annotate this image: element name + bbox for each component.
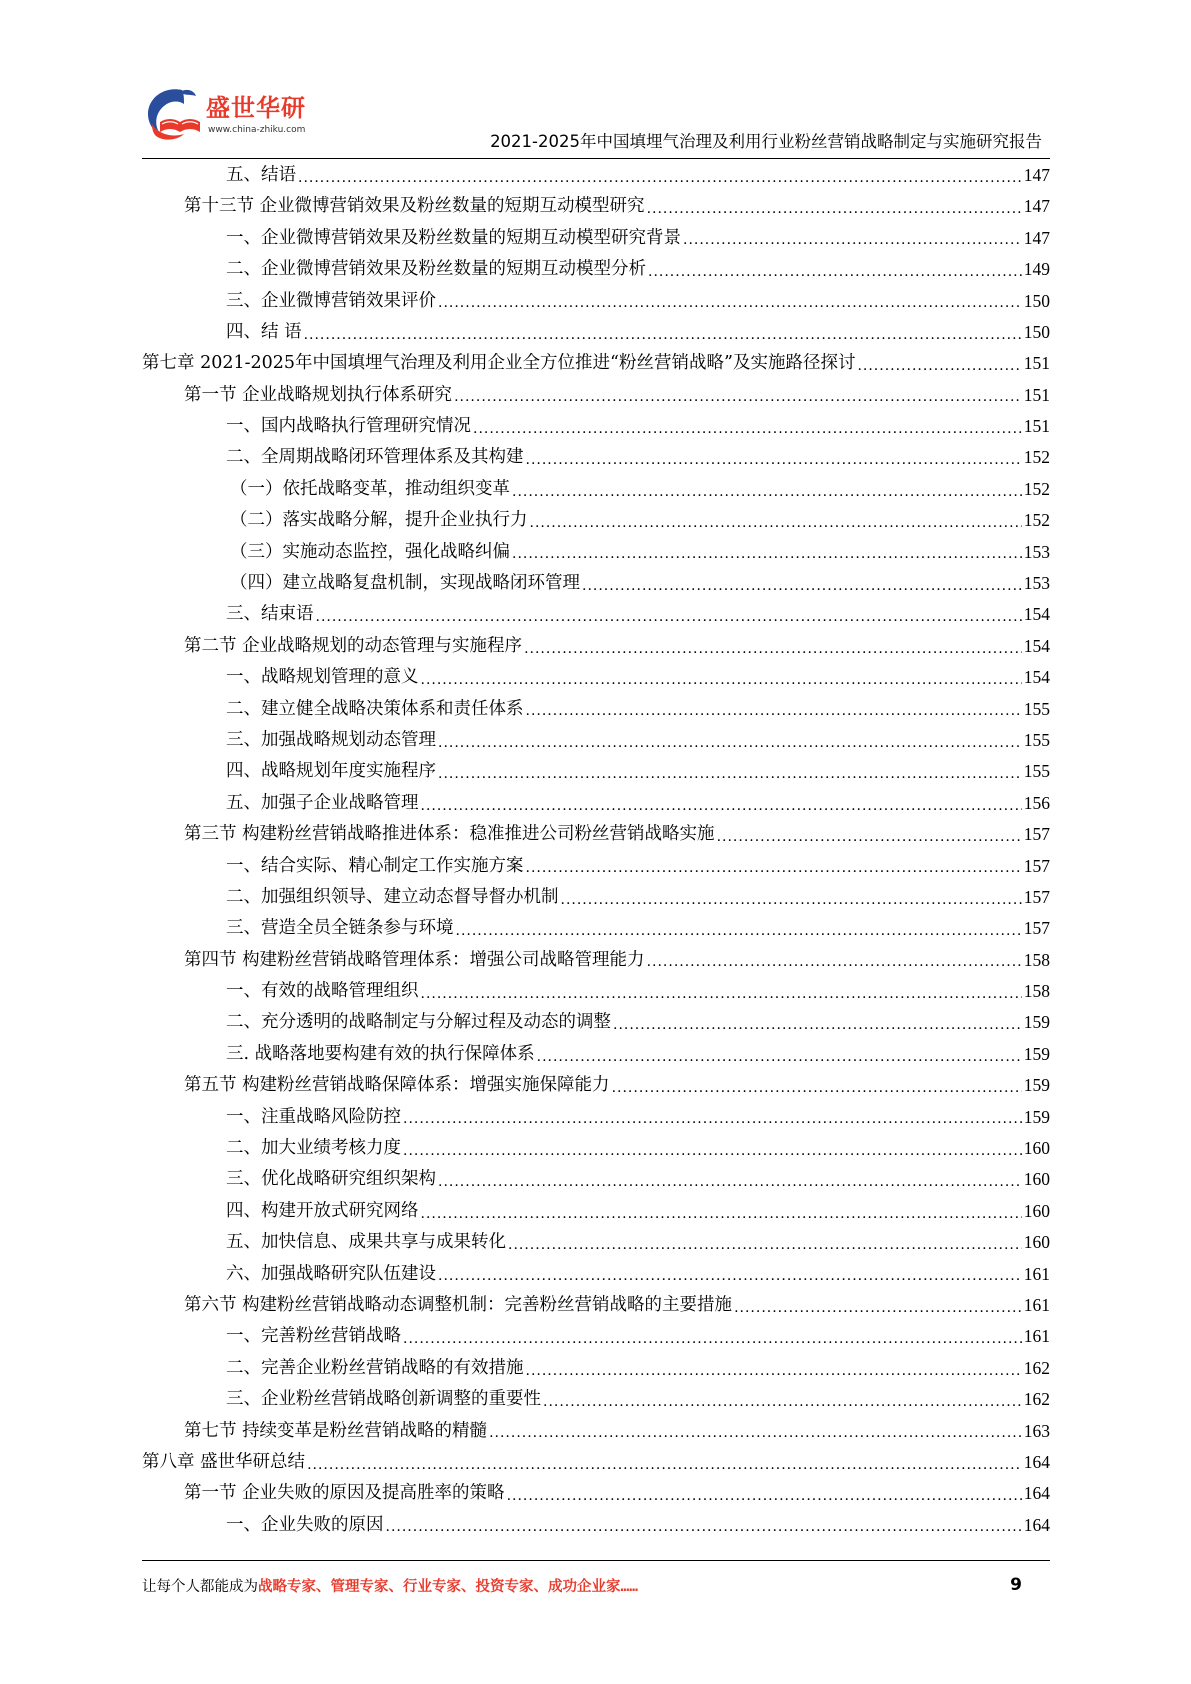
toc-dot-leader <box>421 673 1022 687</box>
toc-entry[interactable] <box>142 725 1050 756</box>
toc-entry-page: 153 <box>1023 573 1050 594</box>
toc-entry-page: 151 <box>1023 384 1050 405</box>
toc-entry-page: 161 <box>1023 1326 1050 1347</box>
toc-entry-title: 四、结 语 <box>226 321 302 342</box>
toc-dot-leader <box>403 1112 1022 1126</box>
toc-dot-leader <box>561 893 1022 907</box>
footer-divider <box>142 1560 1050 1561</box>
page-header <box>142 80 1050 162</box>
toc-entry-page: 147 <box>1023 227 1050 248</box>
toc-entry[interactable] <box>142 1259 1050 1290</box>
toc-entry-title: 二、全周期战略闭环管理体系及其构建 <box>226 447 524 468</box>
toc-entry[interactable] <box>142 1353 1050 1384</box>
toc-entry[interactable] <box>142 662 1050 693</box>
toc-dot-leader <box>438 736 1022 750</box>
toc-dot-leader <box>403 1332 1022 1346</box>
header-divider <box>142 158 1050 159</box>
toc-entry[interactable] <box>142 191 1050 222</box>
toc-entry-page: 147 <box>1023 164 1050 185</box>
toc-entry-page: 157 <box>1023 918 1050 939</box>
toc-entry[interactable] <box>142 1478 1050 1509</box>
toc-dot-leader <box>530 516 1022 530</box>
toc-entry[interactable] <box>142 1447 1050 1478</box>
toc-dot-leader <box>421 799 1022 813</box>
toc-entry[interactable] <box>142 1039 1050 1070</box>
toc-entry[interactable] <box>142 286 1050 317</box>
toc-entry[interactable] <box>142 599 1050 630</box>
toc-entry-title: 一、企业失败的原因 <box>226 1514 384 1535</box>
toc-entry-title: 第一节 企业战略规划执行体系研究 <box>184 384 453 405</box>
toc-entry-page: 164 <box>1023 1514 1050 1535</box>
toc-entry-title: 第七节 持续变革是粉丝营销战略的精髓 <box>184 1420 488 1441</box>
toc-entry[interactable] <box>142 505 1050 536</box>
toc-entry-title: 三、营造全员全链条参与环境 <box>226 918 454 939</box>
toc-dot-leader <box>307 1458 1022 1472</box>
toc-entry-title: 第四节 构建粉丝营销战略管理体系：增强公司战略管理能力 <box>184 949 645 970</box>
toc-entry-page: 149 <box>1023 259 1050 280</box>
toc-entry[interactable] <box>142 819 1050 850</box>
company-logo <box>142 84 312 148</box>
toc-entry[interactable] <box>142 851 1050 882</box>
toc-entry-title: 第六节 构建粉丝营销战略动态调整机制：完善粉丝营销战略的主要措施 <box>184 1295 733 1315</box>
toc-dot-leader <box>526 453 1022 467</box>
toc-entry-title: 五、结语 <box>226 164 296 185</box>
toc-entry-title: 三、企业粉丝营销战略创新调整的重要性 <box>226 1389 541 1410</box>
toc-dot-leader <box>647 202 1022 216</box>
footer-slogan-highlight: 战略专家、管理专家、行业专家、投资专家、成功企业家…… <box>258 1579 638 1595</box>
toc-dot-leader <box>543 1395 1022 1409</box>
toc-dot-leader <box>489 1426 1022 1440</box>
toc-entry-title: 第一节 企业失败的原因及提高胜率的策略 <box>184 1483 505 1504</box>
toc-dot-leader <box>648 265 1022 279</box>
toc-entry-page: 159 <box>1023 1043 1050 1064</box>
toc-dot-leader <box>512 485 1022 499</box>
toc-entry-page: 153 <box>1023 541 1050 562</box>
toc-entry-page: 161 <box>1023 1295 1050 1315</box>
toc-dot-leader <box>438 1175 1022 1189</box>
toc-dot-leader <box>537 1050 1022 1064</box>
toc-entry[interactable] <box>142 1290 1050 1321</box>
toc-dot-leader <box>421 987 1022 1001</box>
toc-entry[interactable] <box>142 1196 1050 1227</box>
toc-entry-title: 二、充分透明的战略制定与分解过程及动态的调整 <box>226 1012 611 1033</box>
toc-entry-title: 第七章 2021-2025年中国填埋气治理及利用企业全方位推进“粉丝营销战略”及实施路径探讨 <box>142 353 856 374</box>
footer-slogan-prefix: 让每个人都能成为 <box>142 1579 258 1595</box>
toc-entry-title: 一、注重战略风险防控 <box>226 1106 401 1127</box>
toc-entry-title: （一）依托战略变革，推动组织变革 <box>230 478 510 499</box>
toc-entry-page: 154 <box>1023 635 1050 656</box>
toc-entry-title: 第三节 构建粉丝营销战略推进体系：稳准推进公司粉丝营销战略实施 <box>184 824 715 845</box>
toc-entry-page: 152 <box>1023 447 1050 468</box>
toc-entry[interactable] <box>142 1227 1050 1258</box>
toc-entry-page: 155 <box>1023 698 1050 719</box>
toc-entry[interactable] <box>142 1070 1050 1101</box>
toc-entry[interactable] <box>142 1102 1050 1133</box>
toc-entry[interactable] <box>142 1165 1050 1196</box>
toc-dot-leader <box>526 1364 1022 1378</box>
toc-dot-leader <box>386 1520 1022 1534</box>
toc-entry[interactable] <box>142 1384 1050 1415</box>
toc-entry-title: （四）建立战略复盘机制，实现战略闭环管理 <box>230 573 580 594</box>
toc-entry-title: 一、有效的战略管理组织 <box>226 981 419 1002</box>
toc-entry-page: 160 <box>1023 1169 1050 1190</box>
toc-dot-leader <box>512 547 1022 561</box>
toc-dot-leader <box>438 296 1022 310</box>
toc-entry-page: 156 <box>1023 792 1050 813</box>
toc-entry-page: 154 <box>1023 604 1050 625</box>
toc-entry[interactable] <box>142 380 1050 411</box>
toc-entry-title: 一、结合实际、精心制定工作实施方案 <box>226 855 524 876</box>
toc-dot-leader <box>683 233 1022 247</box>
logo-text: 盛世华研 <box>206 94 306 122</box>
toc-dot-leader <box>857 359 1021 373</box>
toc-entry-page: 150 <box>1023 290 1050 311</box>
toc-entry[interactable] <box>142 254 1050 285</box>
toc-entry-page: 164 <box>1023 1483 1050 1504</box>
toc-entry-title: 三. 战略落地要构建有效的执行保障体系 <box>226 1043 535 1064</box>
toc-entry[interactable] <box>142 976 1050 1007</box>
toc-dot-leader <box>582 579 1022 593</box>
toc-entry-title: 六、加强战略研究队伍建设 <box>226 1263 436 1284</box>
logo-swirl-icon <box>142 84 204 146</box>
toc-entry-page: 151 <box>1023 353 1050 374</box>
toc-entry-page: 159 <box>1023 1075 1050 1096</box>
toc-entry-page: 160 <box>1023 1200 1050 1221</box>
toc-entry-title: 第八章 盛世华研总结 <box>142 1451 306 1472</box>
toc-dot-leader <box>456 924 1022 938</box>
toc-entry-title: 第十三节 企业微博营销效果及粉丝数量的短期互动模型研究 <box>184 196 645 217</box>
toc-entry[interactable] <box>142 568 1050 599</box>
toc-entry[interactable] <box>142 1008 1050 1039</box>
toc-entry-page: 154 <box>1023 667 1050 688</box>
toc-entry-page: 160 <box>1023 1232 1050 1253</box>
toc-entry-title: 一、企业微博营销效果及粉丝数量的短期互动模型研究背景 <box>226 227 681 248</box>
toc-entry[interactable] <box>142 913 1050 944</box>
toc-entry-page: 157 <box>1023 855 1050 876</box>
toc-entry-page: 164 <box>1023 1451 1050 1472</box>
toc-entry-title: 三、企业微博营销效果评价 <box>226 290 436 311</box>
toc-entry[interactable] <box>142 788 1050 819</box>
toc-entry-title: 一、完善粉丝营销战略 <box>226 1326 401 1347</box>
table-of-contents <box>142 160 1050 1541</box>
toc-entry-page: 162 <box>1023 1389 1050 1410</box>
toc-entry-title: 三、加强战略规划动态管理 <box>226 729 436 750</box>
toc-entry-title: （二）落实战略分解，提升企业执行力 <box>230 510 528 531</box>
toc-entry[interactable] <box>142 537 1050 568</box>
toc-dot-leader <box>524 642 1022 656</box>
toc-entry-page: 160 <box>1023 1138 1050 1159</box>
toc-entry[interactable] <box>142 631 1050 662</box>
toc-entry[interactable] <box>142 1133 1050 1164</box>
toc-entry-page: 158 <box>1023 949 1050 970</box>
toc-entry-title: 二、加大业绩考核力度 <box>226 1138 401 1159</box>
toc-dot-leader <box>717 830 1022 844</box>
toc-entry[interactable] <box>142 443 1050 474</box>
page-footer <box>142 1575 1050 1601</box>
toc-entry[interactable] <box>142 348 1050 379</box>
toc-entry-title: 第二节 企业战略规划的动态管理与实施程序 <box>184 635 523 656</box>
toc-dot-leader <box>647 955 1022 969</box>
toc-entry-page: 162 <box>1023 1357 1050 1378</box>
toc-dot-leader <box>507 1489 1022 1503</box>
toc-entry-title: 四、战略规划年度实施程序 <box>226 761 436 782</box>
toc-entry-title: 五、加快信息、成果共享与成果转化 <box>226 1232 506 1253</box>
toc-entry-title: 二、加强组织领导、建立动态督导督办机制 <box>226 886 559 907</box>
toc-entry-title: 四、构建开放式研究网络 <box>226 1200 419 1221</box>
toc-entry-title: 三、结束语 <box>226 604 314 625</box>
toc-entry[interactable] <box>142 160 1050 191</box>
toc-entry-title: （三）实施动态监控，强化战略纠偏 <box>230 541 510 562</box>
toc-entry-page: 159 <box>1023 1012 1050 1033</box>
toc-dot-leader <box>612 1081 1022 1095</box>
toc-entry-page: 161 <box>1023 1263 1050 1284</box>
toc-entry[interactable] <box>142 1321 1050 1352</box>
toc-entry-page: 152 <box>1023 478 1050 499</box>
toc-entry-page: 158 <box>1023 981 1050 1002</box>
page-number: 9 <box>1010 1575 1022 1595</box>
toc-entry-title: 三、优化战略研究组织架构 <box>226 1169 436 1190</box>
toc-dot-leader <box>316 610 1022 624</box>
report-title: 2021-2025年中国填埋气治理及利用行业粉丝营销战略制定与实施研究报告 <box>490 132 1042 151</box>
toc-entry[interactable] <box>142 945 1050 976</box>
toc-dot-leader <box>403 1144 1022 1158</box>
toc-entry[interactable] <box>142 317 1050 348</box>
toc-dot-leader <box>438 767 1022 781</box>
toc-entry-page: 159 <box>1023 1106 1050 1127</box>
toc-entry[interactable] <box>142 1510 1050 1541</box>
toc-dot-leader <box>454 390 1022 404</box>
toc-entry-title: 第五节 构建粉丝营销战略保障体系：增强实施保障能力 <box>184 1075 610 1096</box>
toc-dot-leader <box>734 1301 1022 1315</box>
toc-dot-leader <box>298 171 1022 185</box>
logo-url: www.china-zhiku.com <box>208 125 306 135</box>
toc-entry-page: 150 <box>1023 321 1050 342</box>
toc-dot-leader <box>613 1018 1022 1032</box>
toc-dot-leader <box>526 704 1022 718</box>
toc-entry[interactable] <box>142 1416 1050 1447</box>
toc-entry-page: 155 <box>1023 761 1050 782</box>
toc-dot-leader <box>304 328 1022 342</box>
toc-entry-title: 二、建立健全战略决策体系和责任体系 <box>226 698 524 719</box>
toc-entry-title: 一、战略规划管理的意义 <box>226 667 419 688</box>
toc-entry[interactable] <box>142 882 1050 913</box>
toc-dot-leader <box>473 422 1022 436</box>
toc-entry[interactable] <box>142 474 1050 505</box>
toc-entry-title: 二、企业微博营销效果及粉丝数量的短期互动模型分析 <box>226 259 646 280</box>
toc-entry-page: 157 <box>1023 824 1050 845</box>
toc-entry-title: 五、加强子企业战略管理 <box>226 792 419 813</box>
toc-entry-page: 151 <box>1023 416 1050 437</box>
toc-entry-page: 157 <box>1023 886 1050 907</box>
toc-entry-page: 155 <box>1023 729 1050 750</box>
toc-dot-leader <box>421 1207 1022 1221</box>
toc-dot-leader <box>526 861 1022 875</box>
toc-entry-title: 二、完善企业粉丝营销战略的有效措施 <box>226 1357 524 1378</box>
toc-dot-leader <box>438 1269 1022 1283</box>
toc-dot-leader <box>508 1238 1022 1252</box>
toc-entry-page: 163 <box>1023 1420 1050 1441</box>
toc-entry[interactable] <box>142 694 1050 725</box>
toc-entry[interactable] <box>142 411 1050 442</box>
toc-entry[interactable] <box>142 223 1050 254</box>
toc-entry-page: 152 <box>1023 510 1050 531</box>
toc-entry-title: 一、国内战略执行管理研究情况 <box>226 416 471 437</box>
toc-entry-page: 147 <box>1023 196 1050 217</box>
toc-entry[interactable] <box>142 756 1050 787</box>
